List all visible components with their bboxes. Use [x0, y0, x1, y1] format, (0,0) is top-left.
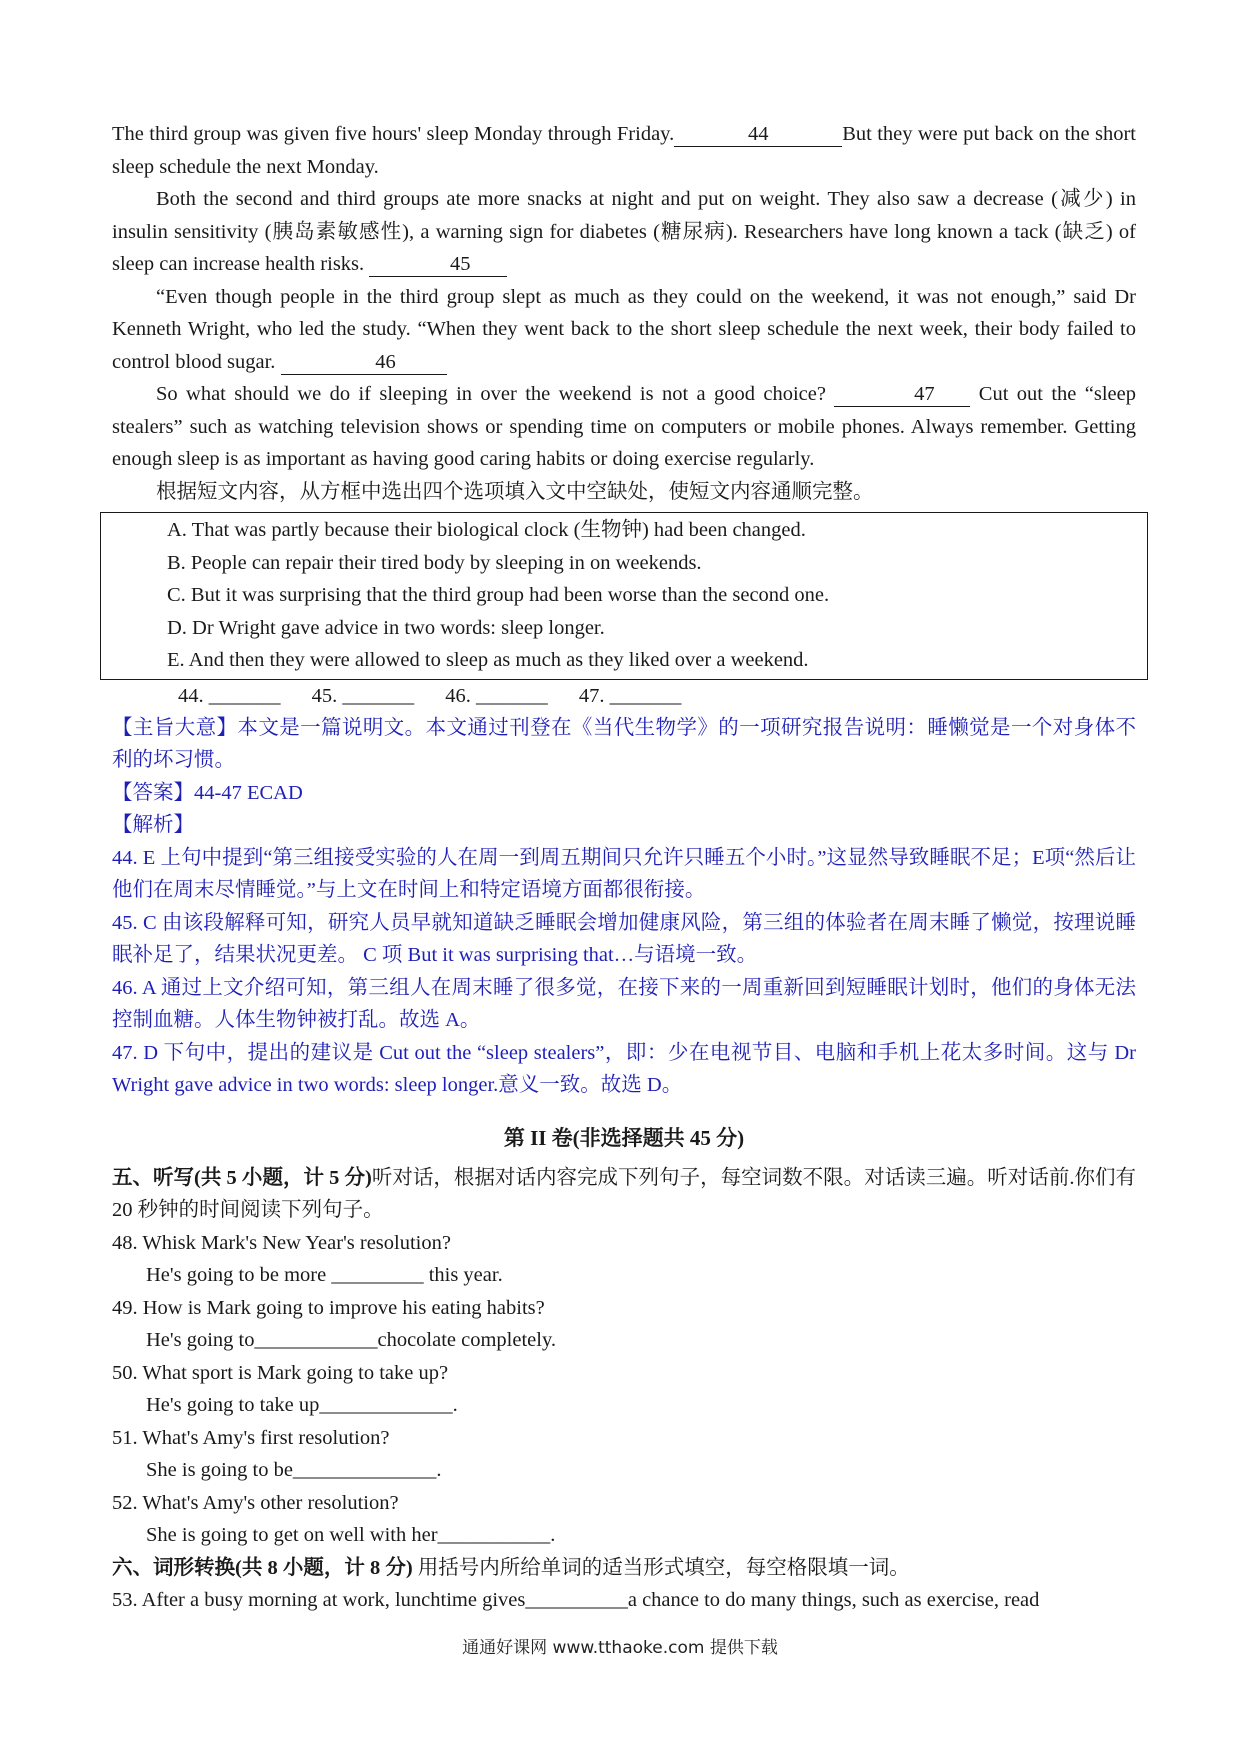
- option-b: B. People can repair their tired body by sleeping in on weekends.: [167, 551, 702, 574]
- wordform-heading: 六、词形转换(共 8 小题，计 8 分): [112, 1556, 413, 1579]
- listening-instruction: 听对话，根据对话内容完成下列句子，每空词数不限。对话读三遍。听对话前.你们有 20 秒钟的时间阅读下列句子。: [112, 1166, 1136, 1221]
- listening-question-52: 52. What's Amy's other resolution? She is going to get on well with her___________.: [112, 1491, 556, 1546]
- answer-blank-45: 45. _______: [311, 684, 415, 707]
- wordform-question-53: 53. After a busy morning at work, lunchtime gives__________a chance to do many things, such as exercise, read: [112, 1589, 1040, 1611]
- analysis-answer: 【答案】44-47 ECAD: [112, 781, 303, 804]
- listening-question-50: 50. What sport is Mark going to take up? He's going to take up_____________.: [112, 1361, 458, 1416]
- passage-paragraph-1: The third group was given five hours' sleep Monday through Friday. 44 But they were put back on the short sleep schedule the next Monday.: [112, 123, 1136, 178]
- answer-blank-46: 46. _______: [445, 684, 548, 707]
- blank-45: 45: [369, 252, 507, 277]
- task-instruction: 根据短文内容，从方框中选出四个选项填入文中空缺处，使短文内容通顺完整。: [156, 480, 874, 503]
- answer-blank[interactable]: _____________: [319, 1394, 453, 1416]
- answer-blank[interactable]: _________: [331, 1264, 424, 1286]
- analysis-block: [112, 712, 1136, 1102]
- wordform-section-header: [112, 1552, 1136, 1585]
- analysis-47: 47. D 下句中，提出的建议是 Cut out the “sleep stealers”，即：少在电视节目、电脑和手机上花太多时间。这与 Dr Wright gave advice in two words: sleep longer.意义一致。故选 D。: [112, 1041, 1136, 1096]
- listening-question-48: 48. Whisk Mark's New Year's resolution? He's going to be more _________ this year.: [112, 1231, 503, 1286]
- answer-blank-44: 44. _______: [178, 684, 281, 707]
- blank-46: 46: [281, 350, 447, 375]
- page-footer: 通通好课网 www.tthaoke.com 提供下载: [462, 1638, 778, 1658]
- answer-blank-47: 47. _______: [578, 684, 682, 707]
- option-e: E. And then they were allowed to sleep as much as they liked over a weekend.: [167, 649, 809, 671]
- answer-blanks-row: [112, 680, 1136, 712]
- option-a: A. That was partly because their biological clock (生物钟) had been changed.: [167, 519, 806, 541]
- answer-blank[interactable]: ____________: [254, 1329, 378, 1351]
- analysis-heading: 【解析】: [112, 814, 194, 836]
- passage-paragraph-4: So what should we do if sleeping in over the weekend is not a good choice? 47 Cut out the “sleep stealers” such as watching television shows or spending time on computers or mobile phones. Always remember. Getting enough sleep is as important as having good caring habits or doing exercise regularly.: [112, 383, 1136, 470]
- analysis-summary: 【主旨大意】本文是一篇说明文。本文通过刊登在《当代生物学》的一项研究报告说明：睡懒觉是一个对身体不利的坏习惯。: [112, 716, 1136, 771]
- option-d: D. Dr Wright gave advice in two words: sleep longer.: [167, 616, 605, 639]
- answer-blank[interactable]: __________: [525, 1589, 628, 1611]
- option-c: C. But it was surprising that the third group had been worse than the second one.: [167, 584, 830, 606]
- options-box: [100, 512, 1148, 680]
- analysis-46: 46. A 通过上文介绍可知，第三组人在周末睡了很多觉，在接下来的一周重新回到短睡眠计划时，他们的身体无法控制血糖。人体生物钟被打乱。故选 A。: [112, 976, 1136, 1031]
- answer-blank[interactable]: ______________: [292, 1459, 437, 1481]
- analysis-45: 45. C 由该段解释可知，研究人员早就知道缺乏睡眠会增加健康风险，第三组的体验者在周末睡了懒觉，按理说睡眠补足了，结果状况更差。 C 项 But it was surprising that…与语境一致。: [112, 911, 1136, 966]
- listening-heading: 五、听写(共 5 小题，计 5 分): [112, 1166, 372, 1189]
- section-2-title: 第 II 卷(非选择题共 45 分): [503, 1125, 745, 1150]
- answer-blank[interactable]: ___________: [437, 1524, 551, 1546]
- listening-question-51: 51. What's Amy's first resolution? She is going to be______________.: [112, 1426, 442, 1481]
- blank-47: 47: [834, 382, 970, 407]
- passage-paragraph-3: “Even though people in the third group slept as much as they could on the weekend, it was not enough,” said Dr Kenneth Wright, who led the study. “When they went back to the short sleep schedule the next week, their body failed to control blood sugar. 46: [112, 285, 1136, 373]
- analysis-44: 44. E 上句中提到“第三组接受实验的人在周一到周五期间只允许只睡五个小时。”这显然导致睡眠不足；E项“然后让他们在周末尽情睡觉。”与上文在时间上和特定语境方面都很衔接。: [112, 846, 1136, 901]
- document-page: [112, 118, 1136, 1617]
- passage-paragraph-2: Both the second and third groups ate more snacks at night and put on weight. They also saw a decrease (减少) in insulin sensitivity (胰岛素敏感性), a warning sign for diabetes (糖尿病). Researchers have long known a tack (缺乏) of sleep can increase health risks. 45: [112, 188, 1136, 275]
- listening-question-49: 49. How is Mark going to improve his eating habits? He's going to____________chocolate completely.: [112, 1296, 557, 1351]
- blank-44: 44: [674, 122, 842, 147]
- listening-section-header: [112, 1162, 1136, 1227]
- wordform-instruction: 用括号内所给单词的适当形式填空，每空格限填一词。: [412, 1556, 910, 1579]
